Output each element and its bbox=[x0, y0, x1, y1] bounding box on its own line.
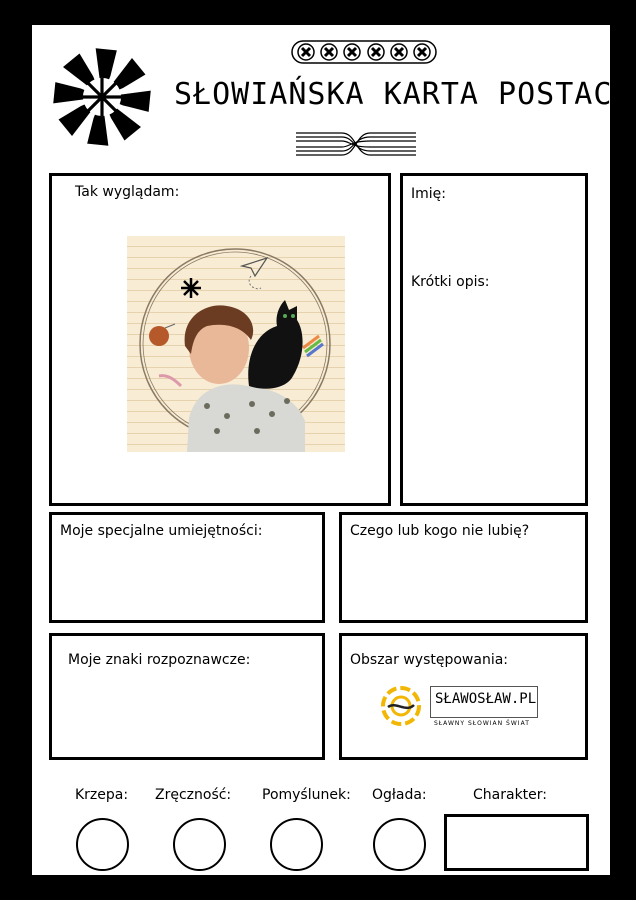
brand-tagline: SŁAWNY SŁOWIAN ŚWIAT bbox=[434, 720, 530, 727]
skills-label: Moje specjalne umiejętności: bbox=[60, 523, 263, 539]
character-sheet bbox=[32, 25, 632, 875]
brand-name: SŁAWOSŁAW.PL bbox=[430, 686, 538, 718]
area-label: Obszar występowania: bbox=[350, 652, 509, 668]
manners-circle[interactable] bbox=[373, 818, 426, 871]
agility-label: Zręczność: bbox=[155, 787, 232, 803]
dislikes-box bbox=[339, 512, 588, 623]
dislikes-label: Czego lub kogo nie lubię? bbox=[350, 523, 530, 539]
interlace-ornament-icon bbox=[296, 129, 416, 159]
sun-brand-icon bbox=[378, 683, 424, 729]
kolovrat-icon bbox=[49, 44, 155, 150]
character-field[interactable] bbox=[444, 814, 589, 871]
wit-label: Pomyślunek: bbox=[262, 787, 351, 803]
manners-label: Ogłada: bbox=[372, 787, 427, 803]
character-label: Charakter: bbox=[473, 787, 547, 803]
portrait-photo bbox=[127, 236, 345, 452]
marks-label: Moje znaki rozpoznawcze: bbox=[68, 652, 251, 668]
agility-circle[interactable] bbox=[173, 818, 226, 871]
page-title: SŁOWIAŃSKA KARTA POSTACI bbox=[174, 77, 632, 112]
brand-logo bbox=[378, 683, 538, 729]
knot-ornament-icon bbox=[290, 38, 438, 66]
name-description-box bbox=[400, 173, 588, 506]
wit-circle[interactable] bbox=[270, 818, 323, 871]
strength-label: Krzepa: bbox=[75, 787, 129, 803]
skills-box bbox=[49, 512, 325, 623]
name-label: Imię: bbox=[411, 186, 446, 202]
appearance-box bbox=[49, 173, 391, 506]
strength-circle[interactable] bbox=[76, 818, 129, 871]
marks-box bbox=[49, 633, 325, 760]
description-label: Krótki opis: bbox=[411, 274, 490, 290]
appearance-label: Tak wyglądam: bbox=[75, 184, 180, 200]
